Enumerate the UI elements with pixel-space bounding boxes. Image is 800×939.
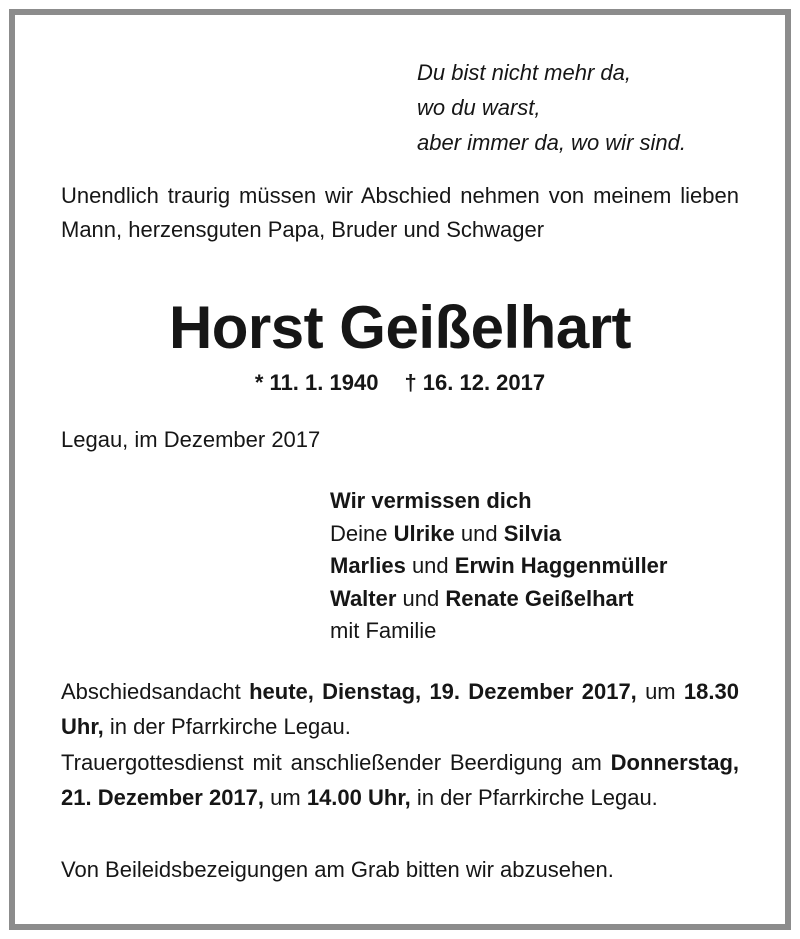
- mourner-name: Walter: [330, 585, 397, 611]
- mourners-conjunction: und: [396, 585, 446, 611]
- mourners-list: [330, 485, 667, 648]
- funeral-text: um: [264, 785, 307, 810]
- service-text: Abschiedsandacht: [61, 679, 250, 704]
- poem-line: Du bist nicht mehr da,: [417, 60, 631, 85]
- poem: [417, 55, 686, 160]
- funeral-location: in der Pfarrkirche Legau.: [410, 785, 658, 810]
- life-dates: [0, 366, 800, 400]
- service-text: um: [636, 679, 684, 704]
- mourner-name: Renate Geißelhart: [445, 585, 634, 611]
- service-location: in der Pfarrkirche Legau.: [103, 714, 351, 739]
- funeral-date: Donnerstag, 21. Dezember 2017,: [61, 750, 739, 810]
- mourners-line: [330, 550, 667, 583]
- mourner-name: Ulrike: [393, 520, 455, 546]
- mourner-name: Erwin Haggenmüller: [454, 553, 668, 578]
- poem-line: aber immer da, wo wir sind.: [417, 130, 686, 155]
- mourners-heading: Wir vermissen dich: [330, 488, 532, 513]
- birth-date: * 11. 1. 1940: [254, 370, 379, 395]
- service-time: 18.30 Uhr,: [61, 679, 739, 739]
- mourners-conjunction: und: [405, 553, 455, 578]
- mourners-prefix: Deine: [330, 520, 394, 546]
- mourners-conjunction: und: [454, 520, 504, 546]
- mourners-line: [330, 518, 667, 551]
- mourners-suffix: mit Familie: [330, 618, 437, 643]
- mourners-line: [330, 583, 667, 616]
- intro-text: Unendlich traurig müssen wir Abschied nehmen von meinem lieben Mann, herzensguten Papa, Bruder und Schwager: [61, 183, 739, 242]
- service-date: heute, Dienstag, 19. Dezember 2017,: [249, 679, 637, 704]
- deceased-name: Horst Geißelhart: [168, 294, 632, 361]
- funeral-text: Trauergottesdienst mit anschließender Beerdigung am: [61, 750, 611, 775]
- place-and-date: Legau, im Dezember 2017: [61, 427, 321, 452]
- condolence-note: Von Beileidsbezeigungen am Grab bitten wir abzusehen.: [61, 857, 614, 882]
- funeral-time: 14.00 Uhr,: [306, 785, 411, 810]
- service-info: [61, 674, 739, 744]
- poem-line: wo du warst,: [417, 95, 541, 120]
- mourner-name: Silvia: [503, 520, 562, 546]
- funeral-info: [61, 745, 739, 815]
- death-date: † 16. 12. 2017: [404, 370, 546, 395]
- mourner-name: Marlies: [330, 553, 406, 578]
